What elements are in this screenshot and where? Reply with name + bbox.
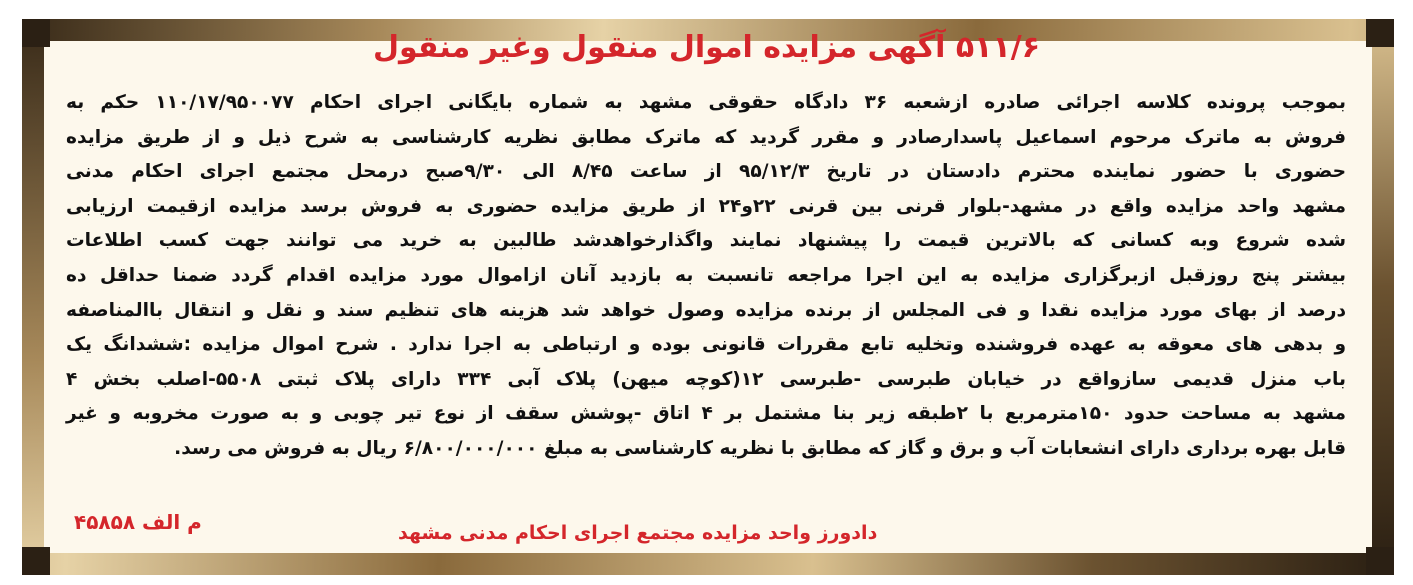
body-line: قابل بهره برداری دارای انشعابات آب و برق و گاز که مطابق با نظریه کارشناسی به مبلغ ۶/۸۰۰/۰۰۰/۰۰۰ ریال به فروش می رسد. xyxy=(174,437,1346,459)
body-line: فروش به ماترک مرحوم اسماعیل پاسدارصادر و مقرر گردید که ماترک مطابق نظریه کارشناسی به شرح ذیل و از طریق مزایده xyxy=(66,126,1346,148)
body-line: بموجب پرونده کلاسه اجرائی صادره ازشعبه ۳۶ دادگاه حقوقی مشهد به شماره بایگانی اجرای احکام ۱۱۰/۱۷/۹۵۰۰۷۷ حکم به xyxy=(66,92,1346,113)
frame-corner-ornament xyxy=(1366,547,1394,575)
body-line: شده شروع وبه کسانی که بالاترین قیمت را پیشنهاد نمایند واگذارخواهدشد طالبین به خرید می توانند جهت کسب اطلاعات xyxy=(66,230,1346,252)
notice-body xyxy=(66,86,1346,467)
body-line: بیشتر پنج روزقبل ازبرگزاری مزایده به این اجرا مراجعه تانسبت به بازدید آنان ازاموال مورد مزایده اقدام گردد ضمنا حداقل ده xyxy=(66,264,1346,286)
frame-corner-ornament xyxy=(22,547,50,575)
signature: دادورز واحد مزایده مجتمع اجرای احکام مدنی مشهد xyxy=(398,522,878,544)
body-line: باب منزل قدیمی سازواقع در خیابان طبرسی -طبرسی ۱۲(کوچه میهن) پلاک آبی ۳۳۴ دارای پلاک ثبتی ۵۵۰۸-اصلب بخش ۴ xyxy=(66,368,1346,390)
body-line: درصد از بهای مورد مزایده نقدا و فی المجلس از برنده مزایده وصول خواهد شد هزینه های تنظیم سند و نقل و انتقال باالمناصفه xyxy=(66,299,1346,321)
body-line: مشهد به مساحت حدود ۱۵۰مترمربع با ۲طبقه زیر بنا مشتمل بر ۴ اتاق -پوشش سقف از نوع تیر چوبی و به صورت مخروبه و غیر xyxy=(66,403,1347,425)
ad-code: م الف ۴۵۸۵۸ xyxy=(74,510,202,534)
body-line: حضوری با حضور نماینده محترم دادستان در تاریخ ۹۵/۱۲/۳ از ساعت ۸/۴۵ الی ۹/۳۰صبح درمحل مجتمع اجرای احکام مدنی xyxy=(66,161,1347,183)
body-line: مشهد واحد مزایده واقع در مشهد-بلوار قرنی بین قرنی ۲۲و۲۴ از طریق مزایده حضوری به فروش برسد مزایده ازقیمت ارزیابی xyxy=(66,195,1346,217)
notice-title: ۵۱۱/۶ آگهی مزایده اموال منقول وغیر منقول xyxy=(372,30,1041,65)
body-line: و بدهی های معوقه به عهده فروشنده وتخلیه تابع مقررات قانونی بوده و ارتباطی به اجرا ندارد . شرح اموال مزایده :ششدانگ یک xyxy=(66,334,1346,356)
